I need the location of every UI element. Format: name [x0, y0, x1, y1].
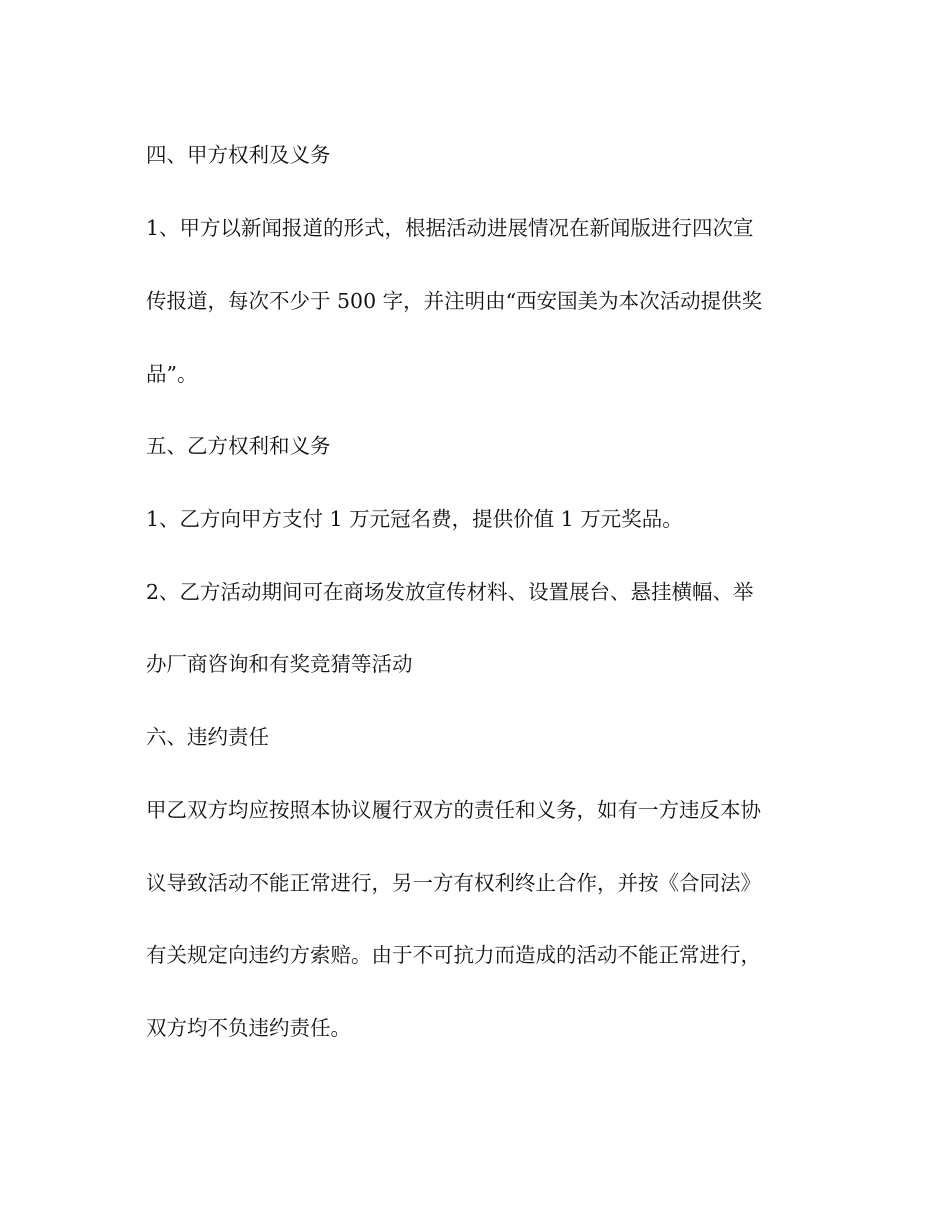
clause-text-line: 议导致活动不能正常进行，另一方有权利终止合作，并按《合同法》	[146, 871, 761, 895]
clause-text-line: 办厂商咨询和有奖竞猜等活动	[146, 652, 413, 676]
clause-text-line: 有关规定向违约方索赔。由于不可抗力而造成的活动不能正常进行，	[146, 943, 761, 967]
clause-text-line: 品”。	[146, 362, 198, 386]
clause-text-line: 甲乙双方均应按照本协议履行双方的责任和义务，如有一方违反本协	[146, 798, 761, 822]
clause-text-line: 1、乙方向甲方支付 1 万元冠名费，提供价值 1 万元奖品。	[146, 507, 683, 531]
clause-text-line: 传报道，每次不少于 500 字，并注明由“西安国美为本次活动提供奖	[146, 289, 763, 313]
section-heading-party-b: 五、乙方权利和义务	[146, 434, 331, 458]
section-heading-liability: 六、违约责任	[146, 725, 269, 749]
clause-text-line: 双方均不负违约责任。	[146, 1016, 351, 1040]
clause-text-line: 2、乙方活动期间可在商场发放宣传材料、设置展台、悬挂横幅、举	[146, 580, 754, 604]
clause-text-line: 1、甲方以新闻报道的形式，根据活动进展情况在新闻版进行四次宣	[146, 216, 754, 240]
section-heading-party-a: 四、甲方权利及义务	[146, 143, 331, 167]
